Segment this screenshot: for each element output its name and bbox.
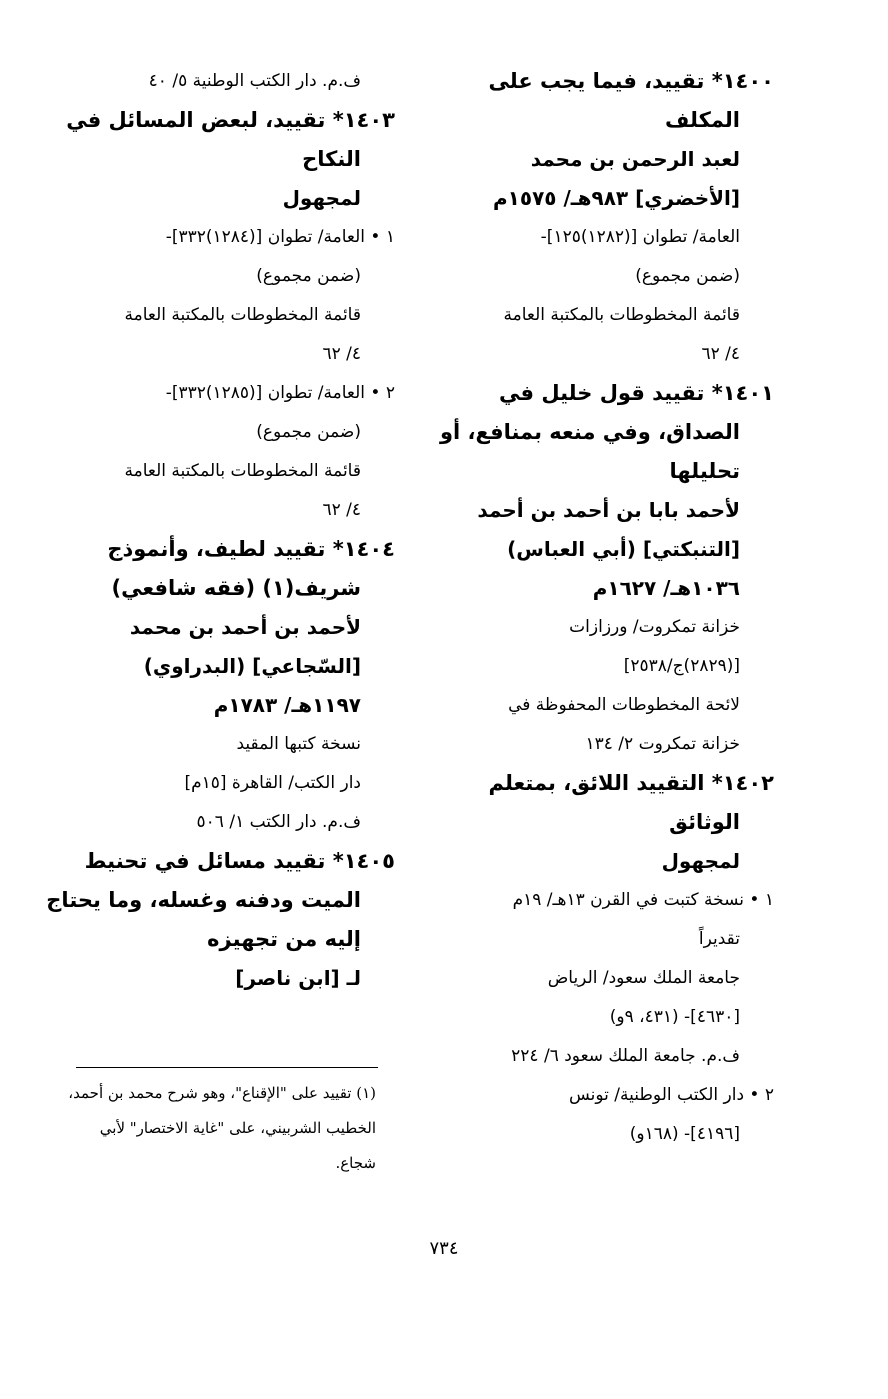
- footnotes: [42, 1076, 376, 1181]
- entry-title-line: الصداق، وفي منعه بمنافع، أو: [439, 420, 740, 444]
- entry-author-line: لأحمد بابا بن أحمد بن أحمد: [477, 498, 740, 522]
- entry-title-line: النكاح: [302, 147, 361, 171]
- entry-info-line: ٢ • دار الكتب الوطنية/ تونس: [568, 1085, 774, 1105]
- entry-info-line: قائمة المخطوطات بالمكتبة العامة: [124, 461, 361, 481]
- entry-author-line: لمجهول: [282, 186, 361, 210]
- entry-info-line: ١ • العامة/ تطوان [(١٢٨٤)٣٣٢]-: [165, 227, 395, 247]
- entry-info-line: تقديراً: [698, 929, 740, 949]
- page-number: ٧٣٤: [429, 1238, 459, 1259]
- entry-title-line: ١٤٠٣* تقييد، لبعض المسائل في: [66, 108, 395, 132]
- entry-info-line: ٤/ ٦٢: [701, 344, 740, 364]
- entry-info-line: ١ • نسخة كتبت في القرن ١٣هـ/ ١٩م: [512, 890, 774, 910]
- entry-info-line: العامة/ تطوان [(١٢٨٢)١٢٥]-: [540, 227, 740, 247]
- entry-title-line: ١٤٠١* تقييد قول خليل في: [499, 381, 774, 405]
- entry-title-line: ١٤٠٢* التقييد اللائق، بمتعلم: [488, 771, 774, 795]
- entry-title-line: ١٤٠٤* تقييد لطيف، وأنموذج: [107, 537, 395, 561]
- entry-info-line: [٤٦٣٠]- (٤٣١، ٩و): [609, 1007, 740, 1027]
- entry-info-line: (ضمن مجموع): [256, 422, 361, 442]
- entry-author-line: [السّجاعي] (البدراوي): [143, 654, 361, 678]
- entry-info-line: جامعة الملك سعود/ الرياض: [547, 968, 740, 988]
- right-column: [432, 62, 774, 1154]
- entry-info-line: ٢ • العامة/ تطوان [(١٢٨٥)٣٣٢]-: [165, 383, 395, 403]
- entry-info-line: [٤١٩٦]- (١٦٨و): [629, 1124, 740, 1144]
- entry-title-line: تحليلها: [669, 459, 740, 483]
- entry-info-line: ٤/ ٦٢: [322, 344, 361, 364]
- entry-author-line: [التنبكتي] (أبي العباس): [507, 537, 740, 561]
- entry-author-line: [الأخضري] ٩٨٣هـ/ ١٥٧٥م: [493, 186, 740, 210]
- entry-author-line: لأحمد بن أحمد بن محمد: [129, 615, 361, 639]
- entry-info-line: قائمة المخطوطات بالمكتبة العامة: [124, 305, 361, 325]
- entry-info-line: ف.م. جامعة الملك سعود ٦/ ٢٢٤: [511, 1046, 740, 1066]
- entry-info-line: دار الكتب/ القاهرة [١٥م]: [184, 773, 361, 793]
- entry-info-line: خزانة تمكروت ٢/ ١٣٤: [585, 734, 740, 754]
- entry-title-line: ١٤٠٥* تقييد مسائل في تحنيط: [84, 849, 395, 873]
- footnote-line: شجاع.: [335, 1154, 376, 1172]
- entry-title-line: ١٤٠٠* تقييد، فيما يجب على: [488, 69, 774, 93]
- entry-info-line: لائحة المخطوطات المحفوظة في: [508, 695, 740, 715]
- entry-info-line: قائمة المخطوطات بالمكتبة العامة: [503, 305, 740, 325]
- left-column: [40, 62, 395, 998]
- entry-info-line: [(٢٨٢٩)ج/٢٥٣٨]: [623, 656, 740, 676]
- entry-author-line: ١٠٣٦هـ/ ١٦٢٧م: [592, 576, 740, 600]
- entry-title-line: الوثائق: [669, 810, 740, 834]
- entry-author-line: لعبد الرحمن بن محمد: [530, 147, 740, 171]
- entry-title-line: المكلف: [665, 108, 740, 132]
- entry-info-line: ف.م. دار الكتب الوطنية ٥/ ٤٠: [148, 71, 361, 91]
- entry-author-line: لـ [ابن ناصر]: [235, 966, 361, 990]
- entry-info-line: خزانة تمكروت/ ورزازات: [569, 617, 740, 637]
- entry-author-line: لمجهول: [661, 849, 740, 873]
- footnote-line: الخطيب الشربيني، على "غاية الاختصار" لأبي: [99, 1119, 376, 1137]
- entry-info-line: ف.م. دار الكتب ١/ ٥٠٦: [196, 812, 361, 832]
- entry-info-line: نسخة كتبها المقيد: [236, 734, 361, 754]
- footnote-line: (١) تقييد على "الإقناع"، وهو شرح محمد بن أحمد،: [68, 1084, 376, 1102]
- entry-author-line: ١١٩٧هـ/ ١٧٨٣م: [213, 693, 361, 717]
- entry-info-line: (ضمن مجموع): [635, 266, 740, 286]
- entry-info-line: ٤/ ٦٢: [322, 500, 361, 520]
- entry-title-line: إليه من تجهيزه: [207, 927, 361, 951]
- entry-info-line: (ضمن مجموع): [256, 266, 361, 286]
- entry-title-line: الميت ودفنه وغسله، وما يحتاج: [46, 888, 361, 912]
- entry-title-line: شريف(١) (فقه شافعي): [111, 576, 361, 600]
- footnote-separator: [76, 1067, 378, 1068]
